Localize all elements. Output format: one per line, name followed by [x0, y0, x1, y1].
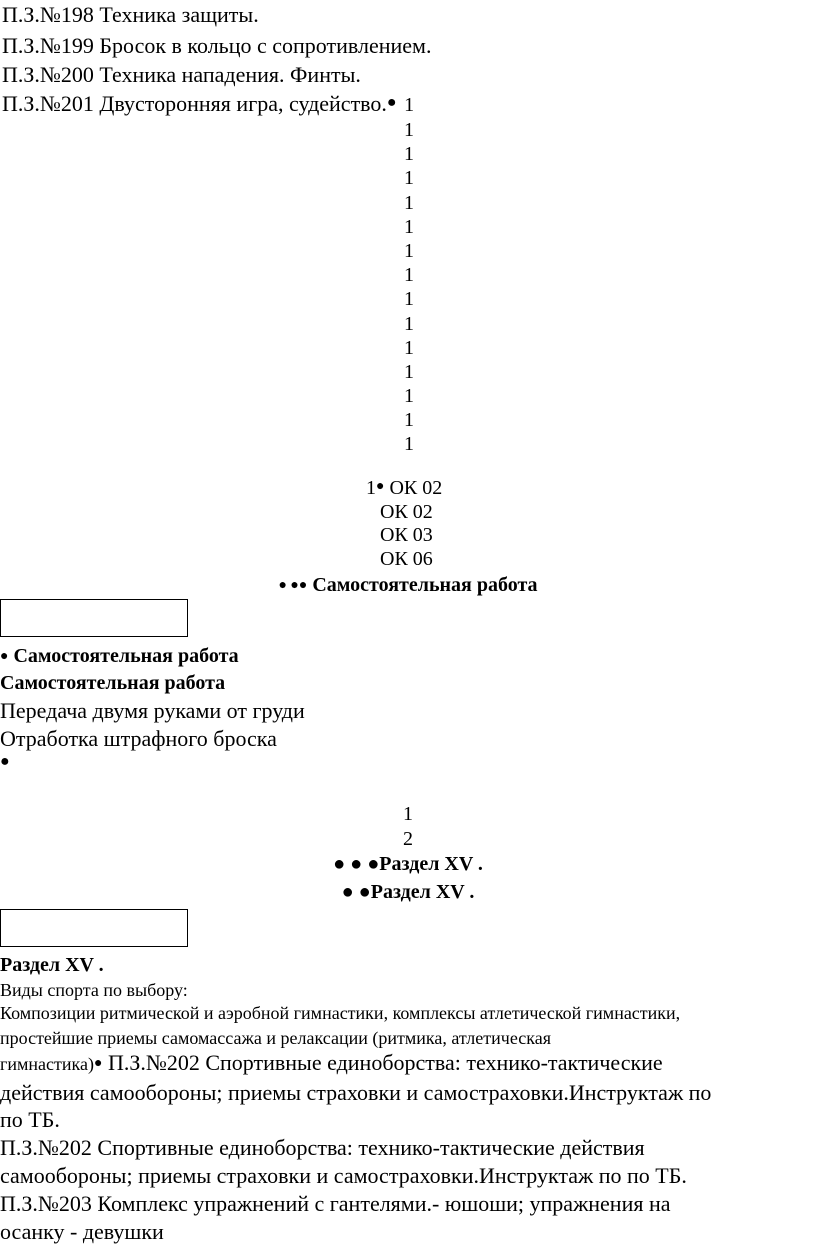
pz202-continuation: по ТБ. [0, 1107, 60, 1132]
hours-value: 1 [366, 477, 376, 499]
hours-cell: 1 [404, 312, 414, 335]
pz202-continuation: действия самообороны; приемы страховки и самостраховки.Инструктаж по [0, 1080, 712, 1105]
pz202-full: П.З.№202 Спортивные единоборства: технико-тактические действия [0, 1135, 645, 1160]
hours-column [397, 118, 421, 457]
hours-value: 1 [404, 94, 415, 116]
hours-cell: 1 [404, 264, 414, 287]
ok-code: ОК 03 [380, 524, 433, 546]
ok-code: ОК 02 [380, 501, 433, 523]
bullet-icon: ● [93, 1056, 103, 1071]
bullet-icon: ● [0, 753, 10, 770]
bullet-icon: ● [376, 479, 385, 494]
bullet-icon: ● ●● [278, 578, 308, 593]
pz202-inline: П.З.№202 Спортивные единоборства: технико-тактические [102, 1050, 663, 1075]
hours-cell: 1 [404, 191, 414, 214]
empty-cell-box [0, 909, 188, 947]
pz203: осанку - девушки [0, 1219, 164, 1244]
sports-heading: Виды спорта по выбору: [0, 980, 188, 1000]
list-item-201 [2, 93, 414, 115]
self-work-text: Самостоятельная работа [13, 645, 239, 667]
ok-code: ОК 06 [380, 548, 433, 570]
self-work-plain: Самостоятельная работа [0, 672, 226, 694]
hours-cell: 1 [404, 360, 414, 383]
self-work-label: Самостоятельная работа [312, 574, 538, 596]
pz202-full: самообороны; приемы страховки и самостраховки.Инструктаж по по ТБ. [0, 1163, 687, 1188]
hours-cell: 1 [404, 336, 414, 359]
section-heading: ● ●Раздел XV . [341, 881, 475, 903]
hours-cell: 1 [404, 119, 414, 141]
bullet-icon: ● [0, 649, 9, 664]
sports-desc: гимнастика) [0, 1054, 94, 1074]
bullet-icon: ● [386, 94, 397, 111]
hours-value: 1 [403, 803, 413, 825]
hours-cell: 1 [404, 385, 414, 408]
sports-desc: Композиции ритмической и аэробной гимнастики, комплексы атлетической гимнастики, [0, 1003, 681, 1023]
hours-cell: 1 [404, 288, 414, 311]
ok-first-line [366, 478, 442, 498]
hours-cell: 1 [404, 215, 414, 238]
list-item-200: П.З.№200 Техника нападения. Финты. [2, 62, 361, 87]
empty-cell-box [0, 599, 188, 637]
sports-desc-line [0, 1052, 663, 1074]
task-item: Отработка штрафного броска [0, 726, 277, 751]
section-heading: ● ● ●Раздел XV . [333, 853, 483, 875]
hours-cell: 1 [404, 409, 414, 432]
hours-cell: 1 [404, 143, 414, 166]
hours-cell: 1 [404, 433, 414, 456]
list-item-201-text: П.З.№201 Двусторонняя игра, судейство. [2, 91, 387, 116]
list-item-199: П.З.№199 Бросок в кольцо с сопротивлением. [2, 33, 432, 58]
hours-value: 2 [403, 828, 413, 850]
self-work-bullet-line [0, 646, 239, 666]
list-item-198: П.З.№198 Техника защиты. [2, 2, 259, 27]
ok-code: ОК 02 [389, 477, 443, 499]
hours-cell: 1 [404, 167, 414, 190]
section-title: Раздел XV . [0, 954, 104, 976]
self-work-heading [0, 575, 816, 595]
sports-desc: простейшие приемы самомассажа и релаксации (ритмика, атлетическая [0, 1028, 551, 1048]
pz203: П.З.№203 Комплекс упражнений с гантелями.- юшоши; упражнения на [0, 1191, 671, 1216]
task-item: Передача двумя руками от груди [0, 698, 305, 723]
hours-cell: 1 [404, 239, 414, 262]
